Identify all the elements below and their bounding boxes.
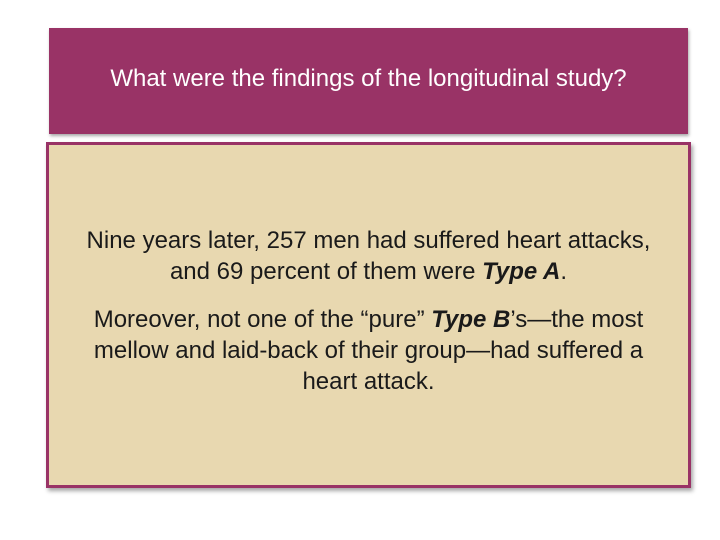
content-body bbox=[49, 225, 688, 414]
paragraph-findings-line2-end: . bbox=[560, 258, 568, 285]
type-a-emphasis: Type A bbox=[482, 258, 561, 285]
paragraph-type-b-line3: heart attack. bbox=[302, 368, 435, 395]
paragraph-findings-line2-text: and 69 percent of them were bbox=[169, 258, 483, 285]
slide-title: What were the findings of the longitudinal study? bbox=[110, 65, 627, 92]
title-box bbox=[49, 28, 688, 134]
paragraph-findings-line1: Nine years later, 257 men had suffered heart attacks, bbox=[86, 227, 651, 254]
paragraph-type-b-line2: mellow and laid-back of their group—had suffered a bbox=[93, 337, 644, 364]
paragraph-type-b-line1-end: ’s—the most bbox=[510, 306, 644, 333]
paragraph-type-b bbox=[49, 304, 688, 397]
paragraph-type-b-line1-text: Moreover, not one of the “pure” bbox=[93, 306, 432, 333]
content-box bbox=[46, 142, 691, 488]
paragraph-findings bbox=[49, 225, 688, 287]
type-b-emphasis: Type B bbox=[431, 306, 511, 333]
